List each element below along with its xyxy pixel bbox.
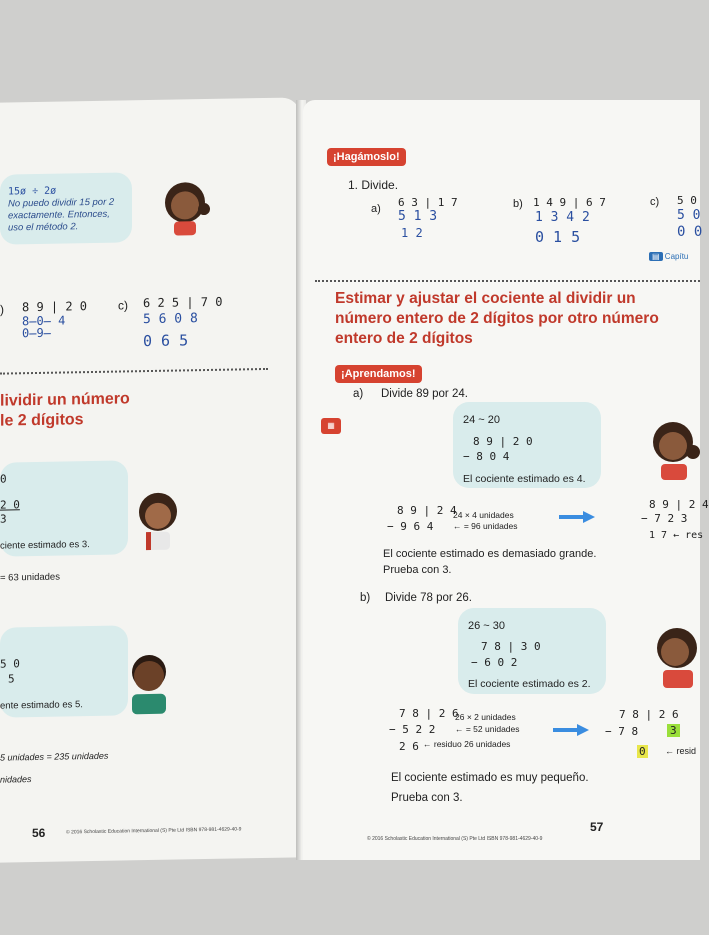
block2-frac-top: 5 0: [0, 657, 20, 671]
right-footer: © 2016 Scholastic Education International (S) Pte Ltd ISBN 978-981-4629-40-9: [367, 836, 543, 842]
part-b-label: b): [360, 592, 371, 604]
chapter-link: [649, 252, 688, 261]
part-a-right-top: 8 9 | 2 4: [649, 498, 709, 511]
lesson-heading-line-3: entero de 2 dígitos: [335, 330, 473, 347]
bubble-line-1: No puedo dividir 15 por 2: [8, 196, 115, 210]
part-b-approx: 26 ~ 30: [468, 620, 506, 632]
right-arrow-icon: [559, 511, 595, 523]
part-a-conclusion: El cociente estimado es demasiado grande.: [383, 548, 597, 560]
ex-a-work-1: 5 1 3: [398, 209, 438, 224]
exercise-c-work-2: 0 6 5: [143, 331, 189, 351]
right-arrow-2-icon: [553, 724, 589, 736]
boy-avatar-icon: [126, 648, 172, 715]
part-a-text: Divide 89 por 24.: [381, 388, 468, 400]
part-b-right-quotient: 3: [667, 724, 680, 737]
exercise-c-work-1: 5 6 0 8: [143, 311, 198, 328]
ex-a-label: a): [371, 203, 381, 215]
ex-c-work-1: 5 0: [677, 208, 701, 223]
ex-a-division: 6 3 | 1 7: [398, 196, 458, 209]
bubble-line-2: exactamente. Entonces,: [8, 208, 110, 222]
girl-avatar-4-icon: [651, 624, 700, 688]
part-b-work-sub: − 5 2 2: [389, 723, 436, 736]
section-title-line-1: lividir un número: [0, 390, 130, 410]
left-page: [0, 97, 300, 862]
part-a-approx: 24 ~ 20: [463, 414, 501, 426]
right-page-number: 57: [590, 820, 604, 834]
part-b-right-note: ← resid: [665, 746, 697, 756]
part-a-div-top: 8 9 | 2 0: [473, 435, 533, 448]
ex-a-work-2: 1 2: [401, 226, 423, 240]
part-b-right-top: 7 8 | 2 6: [619, 708, 679, 721]
book-icon: ▤: [649, 252, 663, 261]
part-b-note-1: 26 × 2 unidades: [455, 712, 516, 722]
left-footer: © 2016 Scholastic Education International (S) Pte Ltd ISBN 978-981-4629-40-9: [66, 826, 242, 836]
girl-avatar-icon: [160, 177, 210, 238]
block1-units: = 63 unidades: [0, 571, 60, 584]
section-divider: [315, 280, 700, 282]
lesson-heading-line-2: número entero de 2 dígitos por otro número: [335, 310, 659, 327]
manipulatives-icon: ▦: [321, 418, 341, 434]
part-b-note-2: ← = 52 unidades: [455, 724, 520, 734]
item-1-instruction: 1. Divide.: [348, 178, 399, 192]
ex-c-work-2: 0 0: [677, 224, 703, 240]
section-divider: [0, 368, 268, 375]
lesson-heading-line-1: Estimar y ajustar el cociente al dividir un: [335, 290, 636, 307]
part-b-div-sub: − 6 0 2: [471, 656, 518, 669]
part-a-right-sub: − 7 2 3: [641, 512, 688, 525]
part-b-conclusion: El cociente estimado es muy pequeño.: [391, 772, 589, 784]
part-b-work-rem: 2 6: [399, 740, 419, 753]
part-a-label: a): [353, 388, 364, 400]
aprendamos-badge: ¡Aprendamos!: [335, 365, 422, 383]
part-a-note-1: 24 × 4 unidades: [453, 510, 514, 520]
part-a-try: Prueba con 3.: [383, 564, 452, 576]
exercise-b-division: 8 9 | 2 0: [22, 299, 88, 315]
exercise-b-work-2: 0̶9̶: [22, 325, 51, 341]
exercise-b-label: ): [0, 302, 4, 317]
block1-text: ciente estimado es 3.: [0, 539, 90, 552]
part-a-work-top: 8 9 | 2 4: [397, 504, 457, 517]
part-b-right-remainder: 0: [639, 745, 646, 758]
block2-text: ente estimado es 5.: [0, 699, 83, 712]
block1-frac-bot: 3: [0, 512, 7, 526]
exercise-b-work-1: 8̶0̶ 4: [22, 313, 66, 329]
part-a-div-sub: − 8 0 4: [463, 450, 510, 463]
block2-units-1: 5 unidades = 235 unidades: [0, 750, 109, 763]
ex-b-work-2: 0 1 5: [535, 228, 581, 246]
part-b-work-top: 7 8 | 2 6: [399, 707, 459, 720]
ex-c-label: c): [650, 196, 660, 208]
ex-b-division: 1 4 9 | 6 7: [533, 196, 606, 209]
part-a-right-rem: 1 7 ← res: [649, 530, 704, 541]
bubble-line-3: uso el método 2.: [8, 221, 79, 234]
block2-frac-bot: 5: [8, 672, 15, 686]
part-b-right-sub: − 7 8: [605, 725, 639, 738]
right-page: [303, 100, 709, 860]
exercise-c-division: 6 2 5 | 7 0: [143, 294, 223, 311]
exercise-c-label: c): [118, 298, 128, 313]
girl-avatar-2-icon: [136, 489, 180, 552]
ex-b-label: b): [513, 198, 523, 210]
section-title-line-2: le 2 dígitos: [0, 411, 84, 430]
hagamoslo-badge: ¡Hagámoslo!: [327, 148, 406, 166]
block1-zero: 0: [0, 472, 7, 486]
girl-avatar-3-icon: [647, 418, 700, 480]
block1-frac-top: 2 0: [0, 498, 20, 512]
left-page-number: 56: [32, 825, 46, 841]
part-b-div-top: 7 8 | 3 0: [481, 640, 541, 653]
part-a-bubble-text: El cociente estimado es 4.: [463, 473, 586, 485]
part-b-bubble-text: El cociente estimado es 2.: [468, 678, 591, 690]
part-b-try: Prueba con 3.: [391, 792, 463, 804]
part-a-note-2: ← = 96 unidades: [453, 521, 518, 531]
block2-units-2: nidades: [0, 774, 32, 785]
ex-b-work-1: 1 3 4 2: [535, 210, 590, 225]
part-b-note-3: ← residuo 26 unidades: [423, 739, 511, 749]
chapter-label: Capítu: [664, 252, 689, 261]
part-a-work-sub: − 9 6 4: [387, 520, 434, 533]
part-b-text: Divide 78 por 26.: [385, 592, 472, 604]
ex-c-division: 5 0: [677, 194, 697, 207]
bubble-math: 15ø ÷ 2ø: [8, 185, 57, 198]
